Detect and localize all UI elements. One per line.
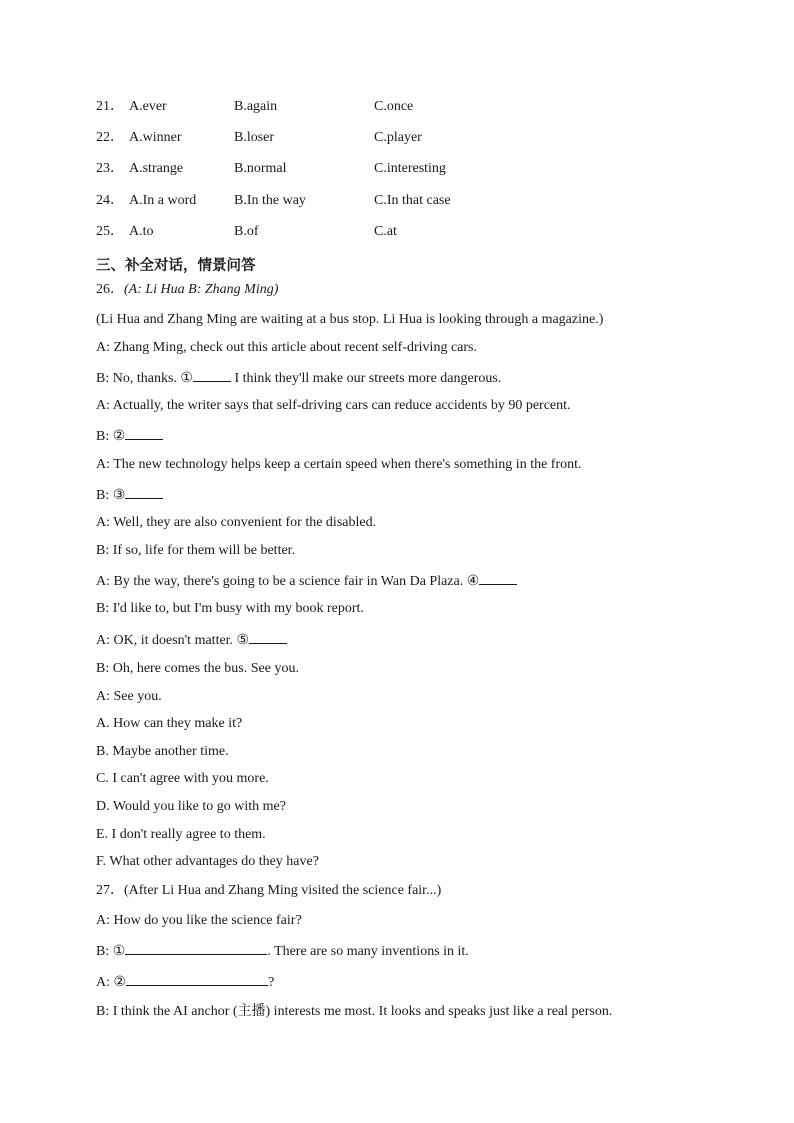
choice-item: E. I don't really agree to them. xyxy=(96,827,266,842)
option-c: C.player xyxy=(374,130,422,145)
dialogue-line: A: Actually, the writer says that self-driving cars can reduce accidents by 90 percent. xyxy=(96,398,571,413)
answer-blank-2[interactable] xyxy=(125,425,163,440)
question-number: 21． xyxy=(96,99,124,114)
option-a: A.winner xyxy=(129,130,182,145)
choice-item: D. Would you like to go with me? xyxy=(96,799,286,814)
dialogue-line: B: I'd like to, but I'm busy with my book report. xyxy=(96,601,364,616)
dialogue-line: B: If so, life for them will be better. xyxy=(96,543,296,558)
choice-item: F. What other advantages do they have? xyxy=(96,854,319,869)
answer-blank-q27-1[interactable] xyxy=(125,940,267,955)
dialogue-line: B: No, thanks. ① I think they'll make our streets more dangerous. xyxy=(96,367,501,387)
option-c: C.at xyxy=(374,224,397,239)
section-heading: 三、补全对话，情景问答 xyxy=(96,258,256,274)
q26-speakers: (A: Li Hua B: Zhang Ming) xyxy=(124,282,279,297)
option-c: C.In that case xyxy=(374,193,451,208)
dialogue-line: B: ③ xyxy=(96,484,163,504)
option-b: B.of xyxy=(234,224,259,239)
choice-item: A. How can they make it? xyxy=(96,716,243,731)
question-number: 24． xyxy=(96,193,124,208)
choice-item: C. I can't agree with you more. xyxy=(96,771,269,786)
question-number: 23． xyxy=(96,161,124,176)
dialogue-line: A: OK, it doesn't matter. ⑤ xyxy=(96,629,287,649)
dialogue-line: B: ① . There are so many inventions in it. xyxy=(96,940,469,960)
option-c: C.once xyxy=(374,99,414,114)
option-c: C.interesting xyxy=(374,161,446,176)
q26-header xyxy=(96,280,278,300)
choice-item: B. Maybe another time. xyxy=(96,744,229,759)
dialogue-line: B: Oh, here comes the bus. See you. xyxy=(96,661,299,676)
question-number: 22． xyxy=(96,130,124,145)
option-b: B.loser xyxy=(234,130,275,145)
answer-blank-q27-2[interactable] xyxy=(126,971,268,986)
dialogue-line: A: Zhang Ming, check out this article about recent self-driving cars. xyxy=(96,340,477,355)
answer-blank-1[interactable] xyxy=(193,367,231,382)
option-a: A.strange xyxy=(129,161,184,176)
dialogue-line: B: ② xyxy=(96,425,163,445)
answer-blank-4[interactable] xyxy=(479,570,517,585)
question-number: 25． xyxy=(96,224,124,239)
option-b: B.again xyxy=(234,99,278,114)
option-a: A.In a word xyxy=(129,193,197,208)
question-number: 26． xyxy=(96,282,124,297)
dialogue-line: A: How do you like the science fair? xyxy=(96,913,302,928)
dialogue-line: B: I think the AI anchor (主播) interests me most. It looks and speaks just like a real person. xyxy=(96,1004,613,1019)
answer-blank-3[interactable] xyxy=(125,484,163,499)
option-b: B.In the way xyxy=(234,193,306,208)
option-a: A.ever xyxy=(129,99,167,114)
dialogue-line: A: Well, they are also convenient for the disabled. xyxy=(96,515,377,530)
option-b: B.normal xyxy=(234,161,287,176)
dialogue-line: A: By the way, there's going to be a science fair in Wan Da Plaza. ④ xyxy=(96,570,517,590)
dialogue-line: A: The new technology helps keep a certain speed when there's something in the front. xyxy=(96,457,582,472)
option-a: A.to xyxy=(129,224,154,239)
dialogue-line: A: See you. xyxy=(96,689,162,704)
q26-context: (Li Hua and Zhang Ming are waiting at a bus stop. Li Hua is looking through a magazine.) xyxy=(96,312,604,327)
answer-blank-5[interactable] xyxy=(249,629,287,644)
dialogue-line: A: ② ? xyxy=(96,971,274,991)
q27-intro: 27．(After Li Hua and Zhang Ming visited the science fair...) xyxy=(96,883,442,898)
